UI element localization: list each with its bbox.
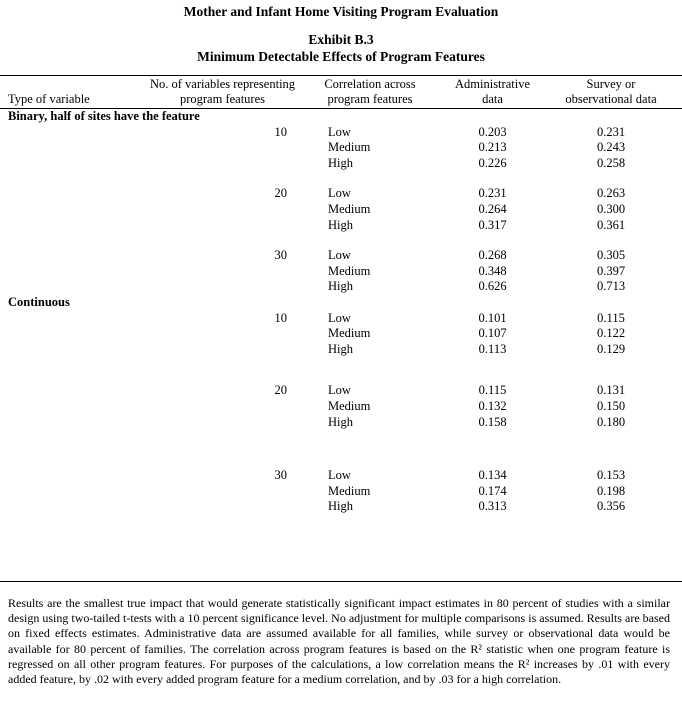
header-line: data xyxy=(482,91,503,106)
header-line: No. of variables representing xyxy=(149,77,296,91)
admin-data-cell: 0.158 xyxy=(478,414,507,429)
survey-data-cell: 0.713 xyxy=(596,279,626,294)
survey-data-cell: 0.131 xyxy=(596,383,626,398)
correlation-cell: High xyxy=(328,499,353,514)
correlation-cell: Medium xyxy=(328,201,371,216)
column-header-num-variables xyxy=(150,77,295,106)
empty-cell xyxy=(0,218,150,234)
empty-cell xyxy=(0,264,150,280)
admin-data-cell: 0.231 xyxy=(478,186,507,201)
admin-data-cell: 0.626 xyxy=(478,279,507,294)
table-row xyxy=(0,342,682,358)
header-line: program features xyxy=(327,91,413,106)
empty-cell xyxy=(150,218,295,234)
table-row xyxy=(0,140,682,156)
correlation-cell: Low xyxy=(328,248,351,263)
correlation-cell: High xyxy=(328,414,353,429)
admin-data-cell: 0.101 xyxy=(478,310,507,325)
admin-data-cell: 0.113 xyxy=(478,341,507,356)
page-title: Mother and Infant Home Visiting Program Evaluation xyxy=(183,4,499,19)
empty-cell xyxy=(150,342,295,358)
survey-data-cell: 0.300 xyxy=(596,201,626,216)
survey-data-cell: 0.231 xyxy=(596,124,626,139)
empty-cell xyxy=(0,202,150,218)
empty-cell xyxy=(0,279,150,295)
survey-data-cell: 0.263 xyxy=(596,186,626,201)
num-variables-cell: 10 xyxy=(274,310,287,325)
survey-data-cell: 0.153 xyxy=(596,468,626,483)
table-row xyxy=(0,484,682,500)
section-label-row xyxy=(0,295,682,311)
empty-cell xyxy=(0,311,150,327)
empty-cell xyxy=(150,484,295,500)
admin-data-cell: 0.348 xyxy=(478,263,507,278)
survey-data-cell: 0.361 xyxy=(596,217,626,232)
column-header-administrative-data xyxy=(445,77,540,106)
survey-data-cell: 0.129 xyxy=(596,341,626,356)
table-row xyxy=(0,279,682,295)
empty-cell xyxy=(0,415,150,431)
header-line: program features xyxy=(179,91,266,106)
admin-data-cell: 0.203 xyxy=(478,124,507,139)
admin-data-cell: 0.268 xyxy=(478,248,507,263)
table-header-row xyxy=(0,75,682,109)
header-line: observational data xyxy=(565,91,657,106)
empty-cell xyxy=(150,415,295,431)
empty-cell xyxy=(0,156,150,172)
correlation-cell: Low xyxy=(328,124,351,139)
survey-data-cell: 0.397 xyxy=(596,263,626,278)
empty-cell xyxy=(0,248,150,264)
table-row xyxy=(0,264,682,280)
empty-cell xyxy=(150,499,295,515)
survey-data-cell: 0.122 xyxy=(596,326,626,341)
section-label: Continuous xyxy=(8,294,70,309)
table-row xyxy=(0,326,682,342)
survey-data-cell: 0.258 xyxy=(596,155,626,170)
empty-cell xyxy=(0,399,150,415)
header-line: Administrative xyxy=(455,77,530,91)
num-variables-cell: 20 xyxy=(274,186,287,201)
empty-cell xyxy=(0,125,150,141)
admin-data-cell: 0.226 xyxy=(478,155,507,170)
table-row xyxy=(0,218,682,234)
column-header-correlation xyxy=(295,77,445,106)
admin-data-cell: 0.313 xyxy=(478,499,507,514)
column-header-survey-data xyxy=(540,77,682,106)
table-row xyxy=(0,415,682,431)
empty-cell xyxy=(0,140,150,156)
correlation-cell: High xyxy=(328,155,353,170)
num-variables-cell: 20 xyxy=(274,383,287,398)
correlation-cell: Low xyxy=(328,468,351,483)
table-row xyxy=(0,311,682,327)
correlation-cell: High xyxy=(328,279,353,294)
header-line: Survey or xyxy=(586,77,636,91)
table-row xyxy=(0,125,682,141)
empty-cell xyxy=(0,468,150,484)
survey-data-cell: 0.198 xyxy=(596,483,626,498)
empty-cell xyxy=(150,279,295,295)
exhibit-label: Exhibit B.3 xyxy=(308,32,374,47)
footnote: Results are the smallest true impact that would generate statistically significant impact estimates in 80 percent of studies with a similar design using two-tailed t-tests with a 10 percent significance level. No adjustment for multiple comparisons is assumed. Results are based on fixed effects estimates. Administrative data are assumed available for all families, while survey or observational data would be available for 80 percent of families. The correlation across program features is based on the R² statistic when one program feature is regressed on all other program features. For purposes of the calculations, a low correlation means the R² increases by .01 with every added feature, by .02 with every added program feature for a medium correlation, and by .03 for a high correlation. xyxy=(8,595,670,687)
admin-data-cell: 0.134 xyxy=(478,468,507,483)
table-row xyxy=(0,468,682,484)
table-row xyxy=(0,186,682,202)
empty-cell xyxy=(0,484,150,500)
correlation-cell: Medium xyxy=(328,140,371,155)
empty-cell xyxy=(150,140,295,156)
correlation-cell: Medium xyxy=(328,326,371,341)
empty-cell xyxy=(150,202,295,218)
header-line: Type of variable xyxy=(8,91,90,106)
correlation-cell: Low xyxy=(328,383,351,398)
survey-data-cell: 0.180 xyxy=(596,414,626,429)
empty-cell xyxy=(0,342,150,358)
correlation-cell: High xyxy=(328,217,353,232)
admin-data-cell: 0.317 xyxy=(478,217,507,232)
header-line: Correlation across xyxy=(324,77,416,91)
survey-data-cell: 0.243 xyxy=(596,140,626,155)
correlation-cell: Medium xyxy=(328,263,371,278)
empty-cell xyxy=(0,186,150,202)
num-variables-cell: 10 xyxy=(274,124,287,139)
table-row xyxy=(0,499,682,515)
table-row xyxy=(0,399,682,415)
table-row xyxy=(0,248,682,264)
empty-cell xyxy=(150,156,295,172)
admin-data-cell: 0.213 xyxy=(478,140,507,155)
column-header-type-of-variable xyxy=(0,77,150,106)
correlation-cell: Medium xyxy=(328,483,371,498)
empty-cell xyxy=(0,499,150,515)
survey-data-cell: 0.305 xyxy=(596,248,626,263)
admin-data-cell: 0.115 xyxy=(478,383,507,398)
table-row xyxy=(0,156,682,172)
exhibit-subtitle: Minimum Detectable Effects of Program Features xyxy=(197,49,485,64)
num-variables-cell: 30 xyxy=(274,248,287,263)
empty-cell xyxy=(150,326,295,342)
correlation-cell: Low xyxy=(328,310,351,325)
admin-data-cell: 0.264 xyxy=(478,201,507,216)
empty-cell xyxy=(150,399,295,415)
section-label-row xyxy=(0,109,682,125)
correlation-cell: Medium xyxy=(328,398,371,413)
empty-cell xyxy=(0,383,150,399)
correlation-cell: Low xyxy=(328,186,351,201)
survey-data-cell: 0.356 xyxy=(596,499,626,514)
empty-cell xyxy=(0,326,150,342)
table-row xyxy=(0,383,682,399)
num-variables-cell: 30 xyxy=(274,468,287,483)
section-label: Binary, half of sites have the feature xyxy=(8,109,200,123)
table-body xyxy=(0,109,682,582)
admin-data-cell: 0.132 xyxy=(478,398,507,413)
empty-cell xyxy=(150,264,295,280)
correlation-cell: High xyxy=(328,341,353,356)
admin-data-cell: 0.174 xyxy=(478,483,507,498)
survey-data-cell: 0.115 xyxy=(597,310,625,325)
admin-data-cell: 0.107 xyxy=(478,326,507,341)
survey-data-cell: 0.150 xyxy=(596,398,626,413)
table-row xyxy=(0,202,682,218)
